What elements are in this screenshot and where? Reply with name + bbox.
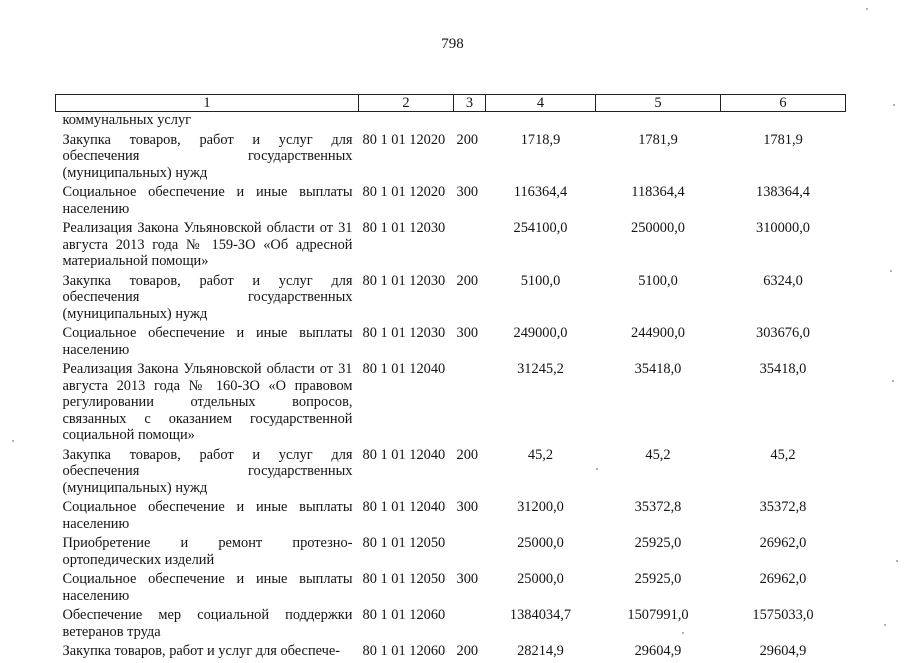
table-row	[56, 447, 846, 500]
row-value-col4: 45,2	[527, 446, 554, 463]
row-value-col5: 35418,0	[634, 361, 682, 377]
row-value-col4: 116364,4	[513, 184, 568, 200]
row-name: Закупка товаров, работ и услуг для обеспече-	[62, 643, 341, 659]
row-value-col5: 5100,0	[638, 272, 678, 289]
row-name: Социальное обеспечение и иные выплаты населению	[62, 184, 353, 217]
table-row	[56, 325, 846, 361]
budget-table	[55, 94, 846, 663]
row-name: Социальное обеспечение и иные выплаты населению	[62, 499, 353, 532]
row-type-code	[454, 535, 486, 571]
continuation-text: коммунальных услуг	[62, 112, 192, 128]
row-type-code: 300	[456, 571, 479, 587]
table-row	[56, 184, 846, 220]
row-value-col4: 31245,2	[517, 361, 564, 377]
table-row	[56, 499, 846, 535]
table-row	[56, 643, 846, 663]
column-header: 1	[56, 95, 359, 112]
row-value-col6: 45,2	[770, 446, 796, 463]
row-value-col4: 254100,0	[513, 220, 568, 236]
scan-speck	[866, 8, 868, 10]
row-type-code: 300	[456, 325, 479, 341]
row-value-col4: 5100,0	[520, 272, 561, 289]
row-code: 80 1 01 12060	[362, 607, 446, 623]
row-value-col4: 31200,0	[517, 499, 564, 515]
row-name: Реализация Закона Ульяновской области от 31 августа 2013 года № 159-ЗО «Об адресной материальной помощи»	[62, 220, 353, 269]
row-code: 80 1 01 12040	[362, 361, 446, 377]
scan-speck	[682, 632, 684, 634]
row-value-col5: 35372,8	[634, 499, 682, 515]
row-code: 80 1 01 12030	[362, 325, 446, 341]
scan-speck	[884, 624, 886, 626]
row-code: 80 1 01 12030	[362, 272, 446, 289]
table-row	[56, 361, 846, 447]
row-value-col4: 1384034,7	[509, 607, 572, 623]
row-type-code	[454, 361, 486, 447]
row-value-col5: 1781,9	[638, 131, 678, 148]
row-value-col6: 1575033,0	[752, 607, 814, 623]
row-code: 80 1 01 12050	[362, 571, 446, 587]
row-type-code: 200	[456, 131, 479, 148]
row-type-code: 300	[456, 499, 479, 515]
column-header: 2	[359, 95, 454, 112]
row-name: Закупка товаров, работ и услуг для обеспечения государственных (муниципальных) нужд	[62, 446, 353, 496]
row-code: 80 1 01 12040	[362, 446, 446, 463]
continuation-row	[56, 112, 846, 132]
row-value-col5: 250000,0	[631, 220, 685, 236]
table-row	[56, 132, 846, 185]
row-value-col6: 29604,9	[759, 643, 807, 659]
table-header-row	[56, 95, 846, 112]
row-value-col5: 25925,0	[634, 535, 682, 551]
table-row	[56, 220, 846, 273]
scan-speck	[896, 560, 898, 562]
scan-speck	[892, 380, 894, 382]
column-header: 3	[454, 95, 486, 112]
row-type-code	[454, 607, 486, 643]
row-code: 80 1 01 12050	[362, 535, 446, 551]
row-value-col5: 118364,4	[631, 184, 685, 200]
row-name: Реализация Закона Ульяновской области от 31 августа 2013 года № 160-ЗО «О правовом регулировании отдельных вопросов, связанных с оказанием государственной социальной помощи»	[62, 361, 353, 443]
row-value-col5: 25925,0	[634, 571, 682, 587]
row-value-col6: 138364,4	[756, 184, 810, 200]
scan-speck	[12, 440, 14, 442]
row-type-code	[454, 220, 486, 273]
row-code: 80 1 01 12060	[362, 643, 446, 659]
row-value-col4: 1718,9	[520, 131, 561, 148]
row-value-col6: 310000,0	[756, 220, 810, 236]
row-type-code: 300	[456, 184, 479, 200]
table-row	[56, 607, 846, 643]
table-row	[56, 571, 846, 607]
row-type-code: 200	[456, 446, 479, 463]
row-value-col4: 28214,9	[517, 643, 564, 659]
row-value-col4: 25000,0	[517, 535, 564, 551]
row-name: Социальное обеспечение и иные выплаты населению	[62, 325, 353, 358]
row-type-code: 200	[456, 643, 479, 659]
row-value-col6: 6324,0	[763, 272, 803, 289]
column-header: 6	[721, 95, 846, 112]
row-name: Приобретение и ремонт протезно-ортопедических изделий	[62, 535, 353, 568]
row-value-col6: 303676,0	[756, 325, 810, 341]
column-header: 5	[596, 95, 721, 112]
row-value-col5: 1507991,0	[627, 607, 689, 623]
row-code: 80 1 01 12020	[362, 131, 446, 148]
column-header: 4	[486, 95, 596, 112]
row-value-col5: 244900,0	[631, 325, 685, 341]
row-code: 80 1 01 12020	[362, 184, 446, 200]
scan-speck	[596, 468, 598, 470]
row-name: Закупка товаров, работ и услуг для обеспечения государственных (муниципальных) нужд	[62, 272, 353, 322]
row-name: Обеспечение мер социальной поддержки ветеранов труда	[62, 607, 353, 640]
row-value-col6: 26962,0	[759, 571, 807, 587]
scan-speck	[893, 104, 895, 106]
row-value-col5: 29604,9	[634, 643, 682, 659]
row-code: 80 1 01 12040	[362, 499, 446, 515]
row-value-col6: 35372,8	[759, 499, 807, 515]
row-value-col6: 1781,9	[763, 131, 803, 148]
row-value-col6: 26962,0	[759, 535, 807, 551]
row-name: Социальное обеспечение и иные выплаты населению	[62, 571, 353, 604]
row-code: 80 1 01 12030	[362, 220, 446, 236]
row-value-col6: 35418,0	[759, 361, 807, 377]
page-number: 798	[441, 36, 464, 52]
row-value-col4: 249000,0	[513, 325, 568, 341]
scan-speck	[890, 270, 892, 272]
row-name: Закупка товаров, работ и услуг для обеспечения государственных (муниципальных) нужд	[62, 131, 353, 181]
row-type-code: 200	[456, 272, 479, 289]
row-value-col4: 25000,0	[517, 571, 564, 587]
table-row	[56, 273, 846, 326]
row-value-col5: 45,2	[645, 446, 671, 463]
table-row	[56, 535, 846, 571]
